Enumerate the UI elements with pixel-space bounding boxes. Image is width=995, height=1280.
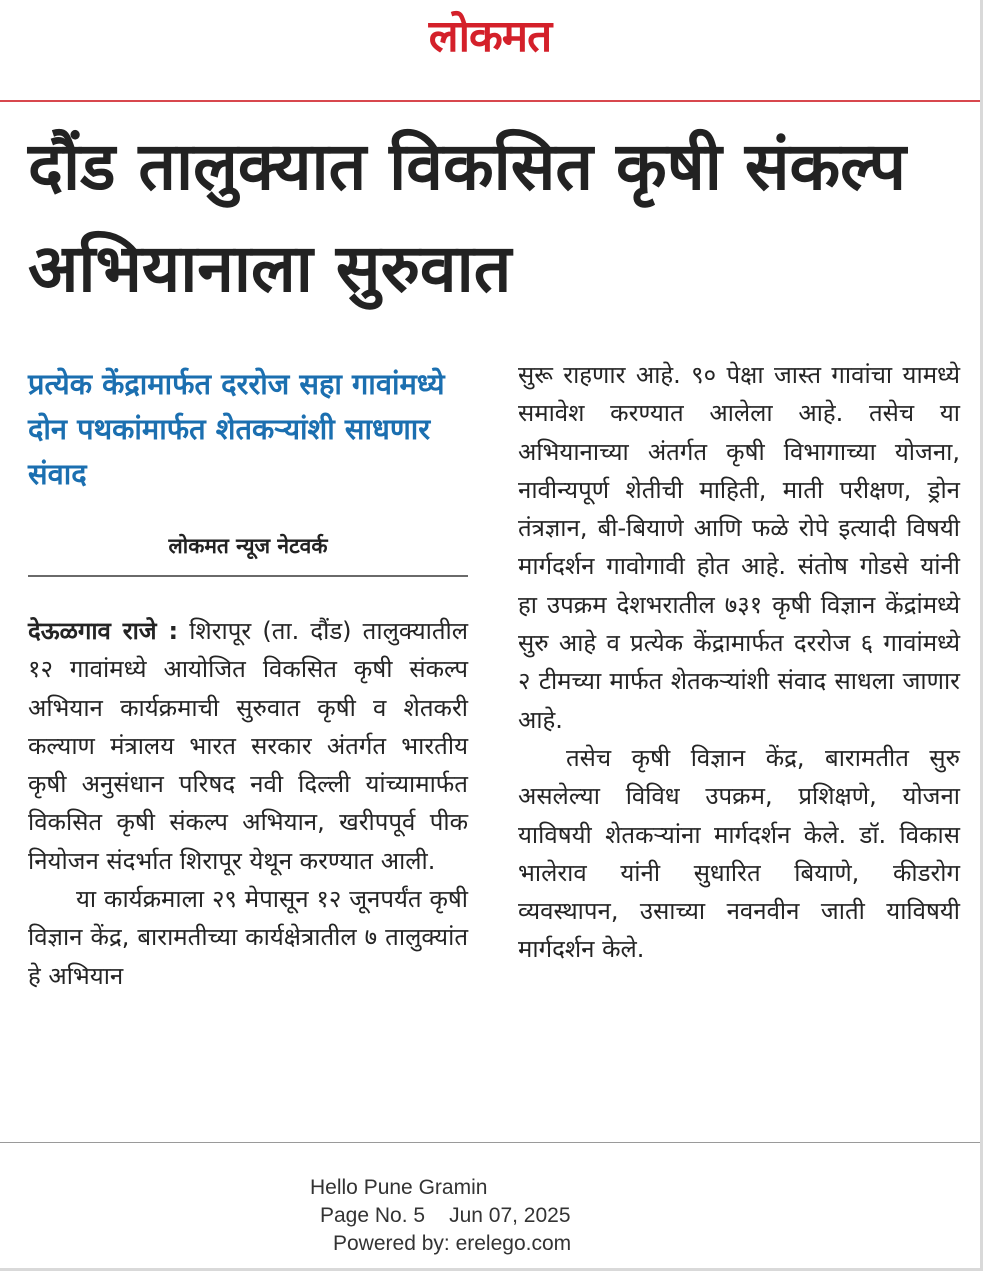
article-headline: दौंड तालुक्यात विकसित कृषी संकल्प अभियानाला सुरुवात (28, 128, 906, 307)
page-number: Page No. 5 (320, 1204, 426, 1227)
article-paragraph-2-continued: सुरू राहणार आहे. ९० पेक्षा जास्त गावांचा यामध्ये समावेश करण्यात आलेला आहे. तसेच या अभियानाच्या अंतर्गत कृषी विभागाच्या योजना, नावीन्यपूर्ण शेतीची माहिती, माती परीक्षण, ड्रोन तंत्रज्ञान, बी-बियाणे आणि फळे रोपे इत्यादी विषयी मार्गदर्शन गावोगावी होत आहे. संतोष गोडसे यांनी हा उपक्रम देशभरातील ७३१ कृषी विज्ञान केंद्रांमध्ये सुरु आहे व प्रत्येक केंद्रामार्फत दररोज ६ गावांमध्ये २ टीमच्या मार्फत शेतकऱ्यांशी संवाद साधला जाणार आहे. (518, 361, 960, 734)
page-info (320, 1202, 995, 1230)
article-paragraph-2-start: या कार्यक्रमाला २९ मेपासून १२ जूनपर्यंत कृषी विज्ञान केंद्र, बारामतीच्या कार्यक्षेत्रातील ७ तालुक्यांत हे अभियान (28, 885, 468, 990)
article-paragraph-1 (28, 612, 468, 880)
article-column-left (28, 612, 468, 995)
footer-divider (0, 1142, 980, 1143)
masthead-divider (0, 100, 980, 102)
paragraph-1-text: शिरापूर (ता. दौंड) तालुक्यातील १२ गावांमध्ये आयोजित विकसित कृषी संकल्प अभियान कार्यक्रमाची सुरुवात कृषी व शेतकरी कल्याण मंत्रालय भारत सरकार अंतर्गत भारतीय कृषी अनुसंधान परिषद नवी दिल्ली यांच्यामार्फत विकसित कृषी संकल्प अभियान, खरीपपूर्व पीक नियोजन संदर्भात शिरापूर येथून करण्यात आली. (28, 617, 468, 875)
byline: लोकमत न्यूज नेटवर्क (168, 534, 328, 558)
edition-name: Hello Pune Gramin (310, 1176, 488, 1199)
article-paragraph-3: तसेच कृषी विज्ञान केंद्र, बारामतीत सुरु असलेल्या विविध उपक्रम, प्रशिक्षणे, योजना याविषयी शेतकऱ्यांना मार्गदर्शन केले. डॉ. विकास भालेराव यांनी सुधारित बियाणे, कीडरोग व्यवस्थापन, उसाच्या नवनवीन जाती याविषयी मार्गदर्शन केले. (518, 743, 960, 964)
epaper-footer (0, 1174, 980, 1258)
powered-by: Powered by: erelego.com (333, 1232, 572, 1255)
byline-divider (28, 575, 468, 577)
lokmat-logo: लोकमत (428, 11, 552, 62)
masthead (0, 6, 980, 68)
publish-date: Jun 07, 2025 (449, 1204, 571, 1227)
dateline: देऊळगाव राजे : (28, 617, 179, 645)
article-column-right (518, 356, 960, 969)
article-subheadline: प्रत्येक केंद्रामार्फत दररोज सहा गावांमध्ये दोन पथकांमार्फत शेतकऱ्यांशी साधणार संवाद (28, 367, 445, 491)
